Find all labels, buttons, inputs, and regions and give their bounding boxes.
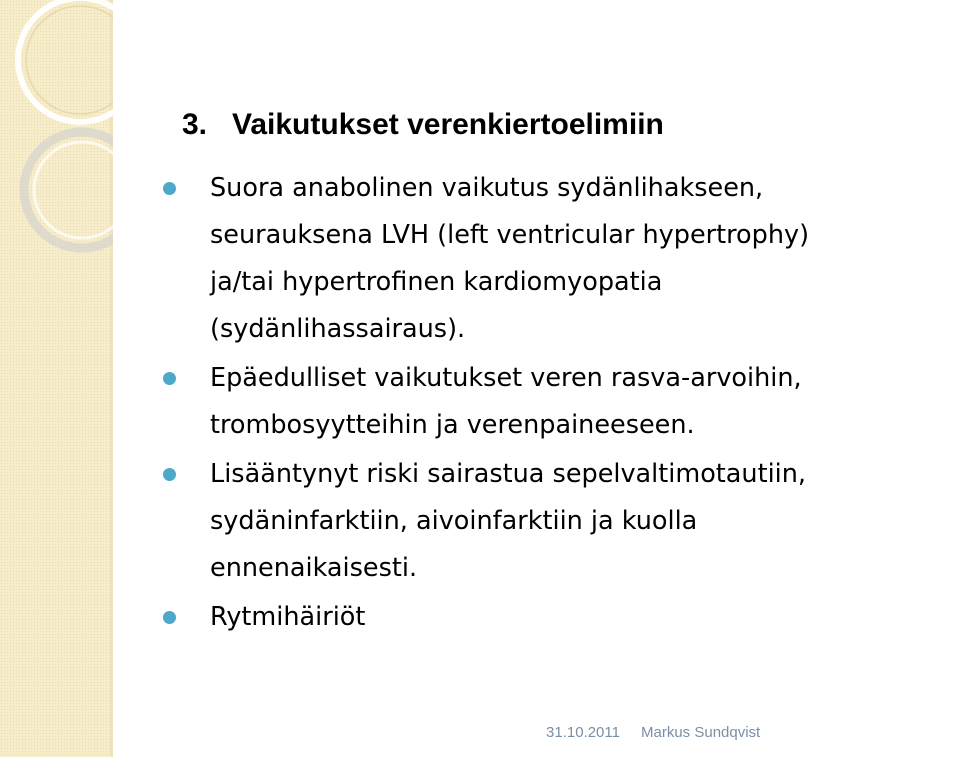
footer-date: 31.10.2011 <box>546 724 620 741</box>
bullet-dot-icon <box>163 468 176 481</box>
bullet-dot-icon <box>163 182 176 195</box>
bullet-item <box>160 165 955 353</box>
bullet-line: Lisääntynyt riski sairastua sepelvaltimotautiin, <box>210 459 807 489</box>
bullet-line: ennenaikaisesti. <box>210 553 418 583</box>
bullet-line: sydäninfarktiin, aivoinfarktiin ja kuolla <box>210 506 698 536</box>
bullet-line: Suora anabolinen vaikutus sydänlihakseen, <box>210 173 764 203</box>
decorative-rings <box>0 0 113 757</box>
slide-title-number: 3. <box>182 108 208 141</box>
bullet-dot-icon <box>163 611 176 624</box>
slide-title <box>182 108 664 142</box>
bullet-line: ja/tai hypertrofinen kardiomyopatia <box>210 267 663 297</box>
footer-author: Markus Sundqvist <box>641 724 761 741</box>
bullet-item <box>160 355 955 449</box>
bullet-item <box>160 451 955 592</box>
bullet-line: seurauksena LVH (left ventricular hypertrophy) <box>210 220 810 250</box>
bullet-line: trombosyytteihin ja verenpaineeseen. <box>210 410 695 440</box>
bullet-item <box>160 594 955 641</box>
bullet-line: (sydänlihassairaus). <box>210 314 466 344</box>
bullet-list <box>160 165 955 643</box>
bullet-dot-icon <box>163 372 176 385</box>
bullet-line: Epäedulliset vaikutukset veren rasva-arvoihin, <box>210 363 802 393</box>
bullet-line: Rytmihäiriöt <box>210 602 366 632</box>
slide-title-text: Vaikutukset verenkiertoelimiin <box>232 108 664 141</box>
